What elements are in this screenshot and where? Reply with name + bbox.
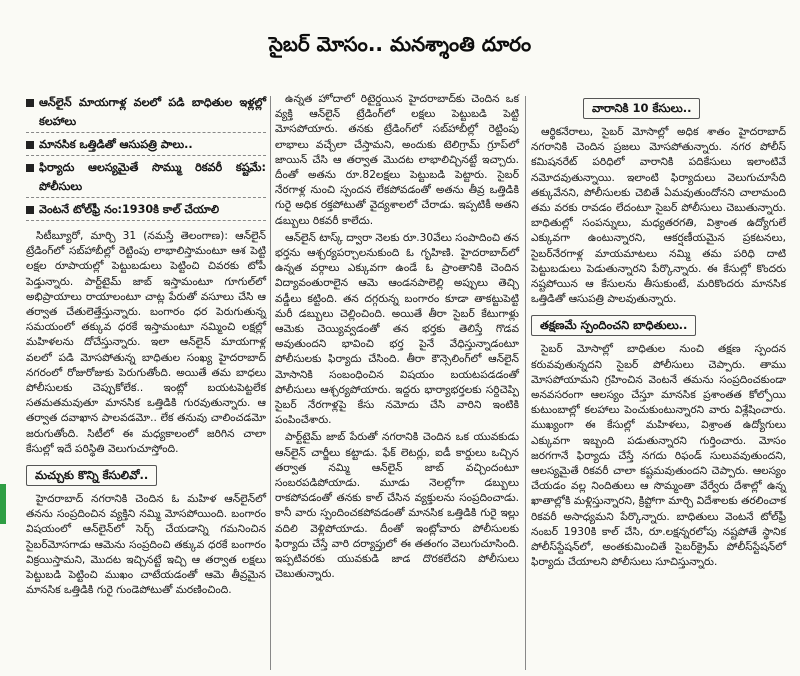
square-bullet-icon (26, 164, 34, 172)
section-marker (0, 484, 6, 524)
highlight-item: మానసిక ఒత్తిడితో ఆసుపత్రి పాలు.. (26, 134, 266, 156)
highlight-item: ఫిర్యాదు ఆలస్యమైతే సొమ్ము రికవరీ కష్టమే: పోలీసులు (26, 157, 266, 198)
article-paragraph: ఆన్‌లైన్ టాస్క్ ద్వారా నెలకు రూ.30వేలు సంపాదించి తన భర్తను ఆశ్చర్యపర్చాలనుకుంది ఓ గృహిణి. హైదరాబాద్‌లో ఉన్నత వర్గాలు ఎక్కువగా ఉండే ఓ ప్రాంతానికి చెందిన విద్యావంతురాలైన ఆమె ఆండనపాలెల్లి అప్పులు తెచ్చి వడ్డీలు కట్టింది. తన దగ్గరున్న బంగారం కూడా తాకట్టుపెట్టి మరీ డబ్బులు చెల్లించింది. అయితే తీరా సైబర్ కేటుగాళ్లు ఆమెకు చెయ్యివ్వడంతో తన భర్తకు తెలిస్తే గొడవ అవుతుందని భావించి భర్త పైనే వేధిస్తున్నాడంటూ పోలీసులకు ఫిర్యాదు చేసింది. తీరా కౌన్సెలింగ్‌లో ఆన్‌లైన్ మోసానికి సంబంధించిన విషయం బయటపడడంతో పోలీసులు ఆశ్చర్యపోయారు. ఇద్దరు భార్యాభర్తలకు సర్దిచెప్పి సైబర్ నేరగాళ్లపై కేసు నమోదు చేసి వారిని ఇంటికి పంపించేశారు. (275, 231, 519, 427)
article-paragraph: సిటీబ్యూరో, మార్చి 31 (నమస్తే తెలంగాణ): ఆన్‌లైన్ ట్రేడింగ్‌లో సబ్‌హాబీల్లో రెట్టింపు లాభాలిస్తామంటూ ఆశ పెట్టి లక్షల రూపాయల్లో పెట్టుబడులు పెట్టించి చివరకు టోపీ పెడ్తున్నారు. పార్ట్‌టైమ్ జాబ్ ఇస్తామంటూ గూగుల్‌లో అభిప్రాయాలు రాయాలంటూ చాట్ల పేరుతో వసూలు చేసి ఆ తర్వాత చేతులెత్తేస్తున్నారు. బంగారం ధర పెరుగుతున్న సమయంలో తక్కువ ధరకే ఇస్తామంటూ నమ్మించి లక్షల్లో మహిళలను దోచేస్తున్నారు. ఇలా ఆన్‌లైన్ మాయగాళ్ల వలలో పడి మోసపోతున్న బాధితుల సంఖ్య హైదరాబాద్ నగరంలో రోజురోజుకు పెరుగుతోంది. అయితే తమ బాధలు పోలీసులకు చెప్పుకోలేక.. ఇంట్లో బయటపెట్టలేక సతమతమవుతూ మానసిక ఒత్తిడికి గురవుతున్నారు. ఆ తర్వాత దవాఖాన పాలవడమో.. లేక తనువు చాలించడమో జరుగుతోంది. సిటీలో ఈ మధ్యకాలంలో జరిగిన చాలా కేసుల్లో ఇదే పరిస్థితి వెలుగుచూస్తోంది. (26, 230, 266, 455)
highlight-item: వెంటనే టోల్‌ఫ్రీ నం:1930కి కాల్ చేయాలి (26, 199, 266, 221)
article-paragraph: ఉన్నత హోదాలో రిటైర్డయిన హైదరాబాద్‌కు చెందిన ఒక వ్యక్తి ఆన్‌లైన్ ట్రేడింగ్‌లో లక్షలు పెట్టుబడి పెట్టి మోసపోయారు. తనకు ట్రేడింగ్‌లో సబ్‌హాబీల్లో రెట్టింపు లాభాలు వచ్చేలా చేస్తామని, అందుకు టెలిగ్రామ్ గ్రూప్‌లో జాయిన్ చేసి ఆ తర్వాత మొదట లాభాలిచ్చినట్టే ఇచ్చారు. దీంతో అతను రూ.82లక్షలు పెట్టుబడి పెట్టారు. సైబర్ నేరగాళ్ల నుంచి స్పందన లేకపోవడంతో అతను తీవ్ర ఒత్తిడికి గురై అధిక రక్తపోటుతో వైద్యశాలలో చేరాడు. ఇప్పటికీ అతని డబ్బులు రికవరీ కాలేదు. (275, 93, 519, 227)
column-3 (531, 92, 786, 572)
column-2 (275, 92, 519, 585)
highlight-item: ఆన్‌లైన్ మాయగాళ్ల వలలో పడి బాధితుల ఇళ్లల్లో కలహాలు (26, 92, 266, 133)
article-paragraph: హైదరాబాద్ నగరానికి చెందిన ఓ మహిళ ఆన్‌లైన్‌లో తనను సంప్రదించిన వ్యక్తిని నమ్మి మోసపోయింది. బంగారం విషయంలో ఆన్‌లైన్‌లో సెర్చ్ చేయడాన్ని గమనించిన సైబర్‌మోసగాడు ఆమెను సంప్రదించి తక్కువ ధరకే బంగారం విక్రయిస్తామని, మొదట ఇచ్చినట్టే ఇచ్చి ఆ తర్వాత లక్షలు పెట్టుబడి పెట్టించి ముఖం చాటేయడంతో ఆమె తీవ్రమైన మానసిక ఒత్తిడికి గురై గుండెపోటుతో మరణించింది. (26, 493, 266, 597)
article-paragraph: సైబర్ మోసాల్లో బాధితుల నుంచి తక్షణ స్పందన కరువవుతున్నదని సైబర్ పోలీసులు చెప్పారు. తాము మోసపోయామని గ్రహించిన వెంటనే తమను సంప్రదించకుండా అనవసరంగా ఆలస్యం చేస్తూ మానసిక ప్రశాంతత కోల్పోయి కుటుంబాల్లో కలహాలు పెంచుకుంటున్నారని వారు విశ్లేషించారు. ముఖ్యంగా ఈ కేసుల్లో మహిళలు, విశ్రాంత ఉద్యోగులు ఎక్కువగా ఇబ్బంది పడుతున్నారని గుర్తించారు. మోసం జరగగానే ఫిర్యాదు చేస్తే నగదు రిఫండ్ సులువవుతుందని, ఆలస్యమైతే రికవరీ చాలా కష్టమవుతుందని చెప్పారు. ఆలస్యం చేయడం వల్ల నిందితులు ఆ సొమ్మంతా వేర్వేరు దేశాల్లో ఉన్న ఖాతాల్లోకి మళ్లిస్తున్నారని, క్రిప్టోగా మార్చి విదేశాలకు తరలించాక రికవరీ అసాధ్యమని పేర్కొన్నారు. బాధితులు వెంటనే టోల్‌ఫ్రీ నంబర్ 1930కి కాల్ చేసి, రూ.లక్షన్నరలోపు నష్టపోతే స్థానిక పోలీస్‌స్టేషన్‌లో, అంతకుమించితే సైబర్‌క్రైమ్ పోలీస్‌స్టేషన్‌లో ఫిర్యాదు చేయాలని పోలీసులు సూచిస్తున్నారు. (531, 343, 786, 569)
square-bullet-icon (26, 99, 34, 107)
article-paragraph: ఆర్థికనేరాలు, సైబర్ మోసాల్లో అధిక శాతం హైదరాబాద్ నగరానికి చెందిన ప్రజలు మోసపోతున్నారు. నగర పోలీస్ కమిషనరేట్ పరిధిలో వారానికి పదికేసులు ఇలాంటివే నమోదవుతున్నాయి. ఇలాంటి ఫిర్యాదులు వెలుగుచూసేది తక్కువేనని, పోలీసులకు చెబితే ఏమవుతుందోనని చాలామంది తమ వరకు రావడం లేదంటూ సైబర్ పోలీసులు చెబుతున్నారు. బాధితుల్లో సంపన్నులు, మధ్యతరగతి, విశ్రాంత ఉద్యోగులే ఎక్కువగా ఉంటున్నారని, ఆకర్షణీయమైన ప్రకటనలు, సైబర్‌నేరగాళ్ల మాయమాటలు నమ్మి తమ పరిధి దాటి పెట్టుబడులు పెడుతున్నారని పేర్కొన్నారు. ఈ కేసుల్లో కొందరు నష్టపోయిన ఆ కేసులను తీసుకుంటే, మరికొందరు మానసిక ఒత్తిడితో ఆసుపత్రి పాలవుతున్నారు. (531, 126, 786, 306)
column-1 (26, 92, 266, 600)
square-bullet-icon (26, 141, 34, 149)
section-subhead: మచ్చుకు కొన్ని కేసులివో.. (26, 465, 157, 486)
column-divider (525, 96, 526, 670)
article-paragraph: పార్ట్‌టైమ్ జాబ్ పేరుతో నగరానికి చెందిన ఒక యువకుడు ఆన్‌లైన్ చార్జీలు కట్టాడు. ఫేక్ లెటర్లు, ఐడీ కార్డులు ఒచ్చిన తర్వాత నమ్మి ఆన్‌లైన్ జాబ్ వచ్చిందంటూ సంబరపడిపోయాడు. మూడు నెలల్లోగా డబ్బులు రాకపోవడంతో తనకు కాల్ చేసిన వ్యక్తులను సంప్రదించాడు. కానీ వారు స్పందించకపోవడంతో మానసిక ఒత్తిడికి గురై ఇల్లు వదిలి వెళ్లిపోయాడు. దీంతో ఇంట్లోవారు పోలీసులకు ఫిర్యాదు చేస్తే వారి దర్యాప్తులో ఈ తతంగం వెలుగుచూసింది. ఇప్పటివరకు యువకుడి జాడ దొరకలేదని పోలీసులు చెబుతున్నారు. (275, 431, 519, 581)
column-divider (270, 96, 271, 670)
section-subhead: వారానికి 10 కేసులు.. (583, 98, 700, 119)
section-subhead: తక్షణమే స్పందించని బాధితులు.. (531, 315, 696, 336)
square-bullet-icon (26, 206, 34, 214)
headline: సైబర్ మోసం.. మనశ్శాంతి దూరం (268, 31, 532, 56)
